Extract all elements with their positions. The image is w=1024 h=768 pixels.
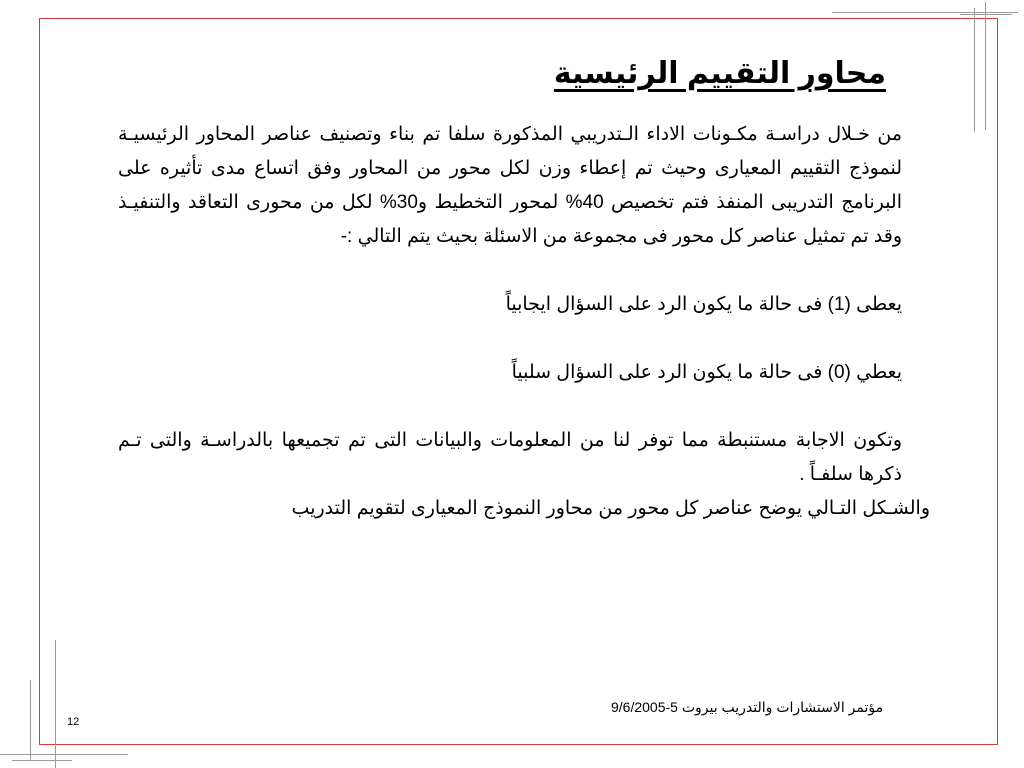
- intro-paragraph: من خـلال دراسـة مكـونات الاداء الـتدريبي المذكورة سلفا تم بناء وتصنيف عناصر المحاور الرئيسيـة لنموذج التقييم المعيارى وحيث تم إعطاء وزن لكل محور من المحاور وفق اتساع مدى تأثيره على البرنامج التدريبى المنفذ فتم تخصيص 40% لمحور التخطيط و30% لكل من محورى التعاقد والتنفيـذ وقد تم تمثيل عناصر كل محور فى مجموعة من الاسئلة بحيث يتم التالي :-: [118, 124, 902, 247]
- decor-line-right: [974, 8, 975, 132]
- slide-body: [118, 118, 930, 526]
- decor-line-bottom: [0, 754, 128, 755]
- decor-line-left-2: [30, 680, 31, 760]
- page-number: 12: [67, 716, 80, 728]
- decor-line-right-2: [985, 2, 986, 130]
- decor-line-left: [55, 640, 56, 768]
- decor-line-top-2: [960, 14, 1012, 15]
- answer-source-paragraph: وتكون الاجابة مستنبطة مما توفر لنا من المعلومات والبيانات التى تم تجميعها بالدراسـة والتى تـم ذكرها سلفـاً .: [118, 430, 902, 485]
- negative-score-line: يعطي (0) فى حالة ما يكون الرد على السؤال سلبياً: [511, 362, 902, 383]
- decor-line-bottom-2: [12, 760, 72, 761]
- decor-line-top: [832, 12, 1018, 13]
- figure-intro-line: والشـكل التـالي يوضح عناصر كل محور من محاور النموذج المعيارى لتقويم التدريب: [291, 498, 930, 519]
- conference-footer: مؤتمر الاستشارات والتدريب بيروت 5-9/6/2005: [611, 699, 884, 715]
- positive-score-line: يعطى (1) فى حالة ما يكون الرد على السؤال ايجابياً: [505, 294, 902, 315]
- slide-title: محاور التقييم الرئيسية: [553, 57, 886, 90]
